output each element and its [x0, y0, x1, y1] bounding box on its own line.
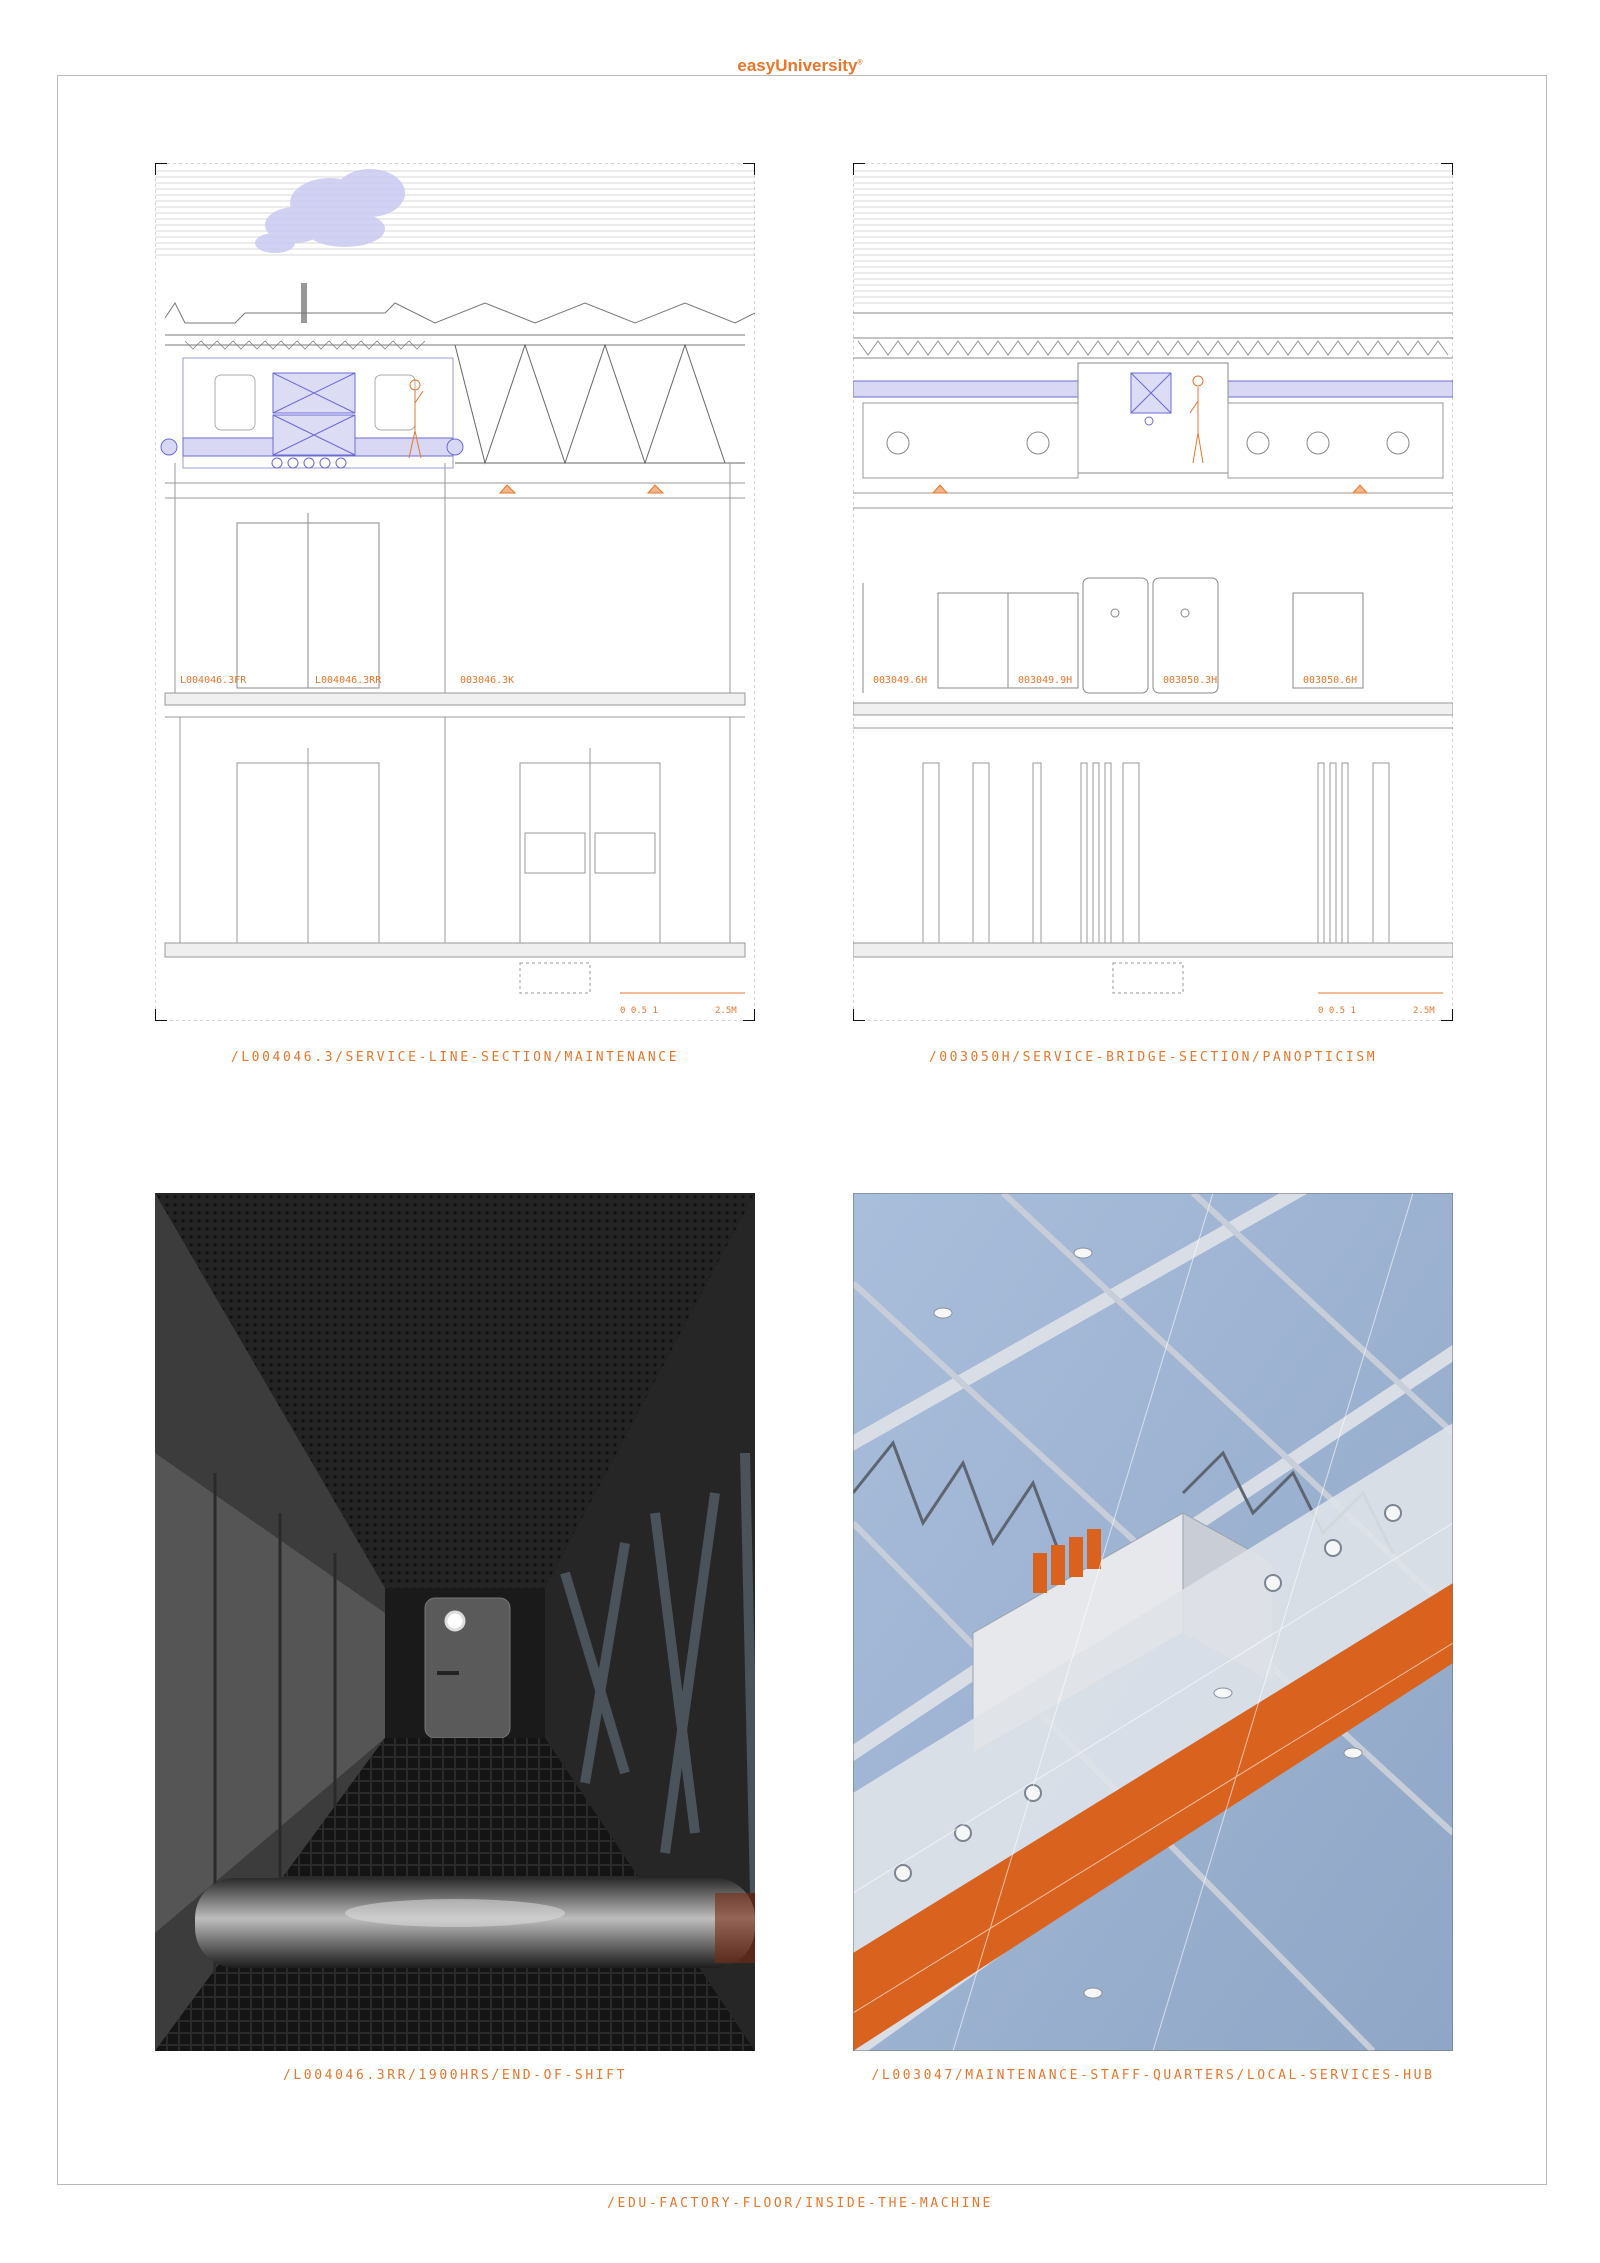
scale-end: 2.5M — [715, 1006, 737, 1016]
service-volume — [161, 358, 463, 468]
room-label: 003050.3H — [1163, 675, 1218, 686]
roof-profile — [165, 303, 755, 345]
end-door — [425, 1598, 510, 1738]
room-label: 003049.9H — [1018, 675, 1073, 686]
truss-zigzag-top — [858, 341, 1448, 355]
caption-axonometric: /L003047/MAINTENANCE-STAFF-QUARTERS/LOCAL-SERVICES-HUB — [871, 2068, 1435, 2083]
door-porthole-light — [446, 1612, 464, 1630]
chimney — [301, 283, 307, 323]
brand-name: easyUniversity — [737, 56, 858, 75]
truss — [455, 345, 745, 463]
pendant-lamps — [933, 485, 1367, 493]
corridor-render-image — [155, 1193, 755, 2051]
scale-ticks: 0 0.5 1 — [1318, 1006, 1356, 1016]
pendant-lamps — [500, 485, 663, 493]
room-label: 003046.3K — [460, 675, 515, 686]
footer-title: /EDU-FACTORY-FLOOR/INSIDE-THE-MACHINE — [607, 2196, 993, 2211]
scale-end: 2.5M — [1413, 1006, 1435, 1016]
door-handle — [437, 1671, 459, 1675]
caption-section-a: /L004046.3/SERVICE-LINE-SECTION/MAINTENANCE — [230, 1050, 680, 1065]
sky-hatch — [853, 171, 1453, 303]
room-label: L004046.3RR — [315, 675, 382, 686]
room-label: 003050.6H — [1303, 675, 1358, 686]
caption-corridor: /L004046.3RR/1900HRS/END-OF-SHIFT — [282, 2068, 628, 2083]
section-drawing-panopticism — [853, 163, 1453, 1021]
room-label: 003049.6H — [873, 675, 928, 686]
brand-registered-mark: ® — [857, 59, 863, 67]
axonometric-render-image — [853, 1193, 1453, 2051]
service-bridge — [1078, 363, 1228, 473]
scale-ticks: 0 0.5 1 — [620, 1006, 658, 1016]
smoke-cloud — [255, 169, 405, 253]
caption-section-b: /003050H/SERVICE-BRIDGE-SECTION/PANOPTICISM — [928, 1050, 1378, 1065]
room-label: L004046.3FR — [180, 675, 247, 686]
brand-logo — [0, 56, 1600, 76]
upper-doors — [237, 513, 379, 688]
section-drawing-maintenance — [155, 163, 755, 1021]
sky-hatch — [155, 171, 755, 255]
